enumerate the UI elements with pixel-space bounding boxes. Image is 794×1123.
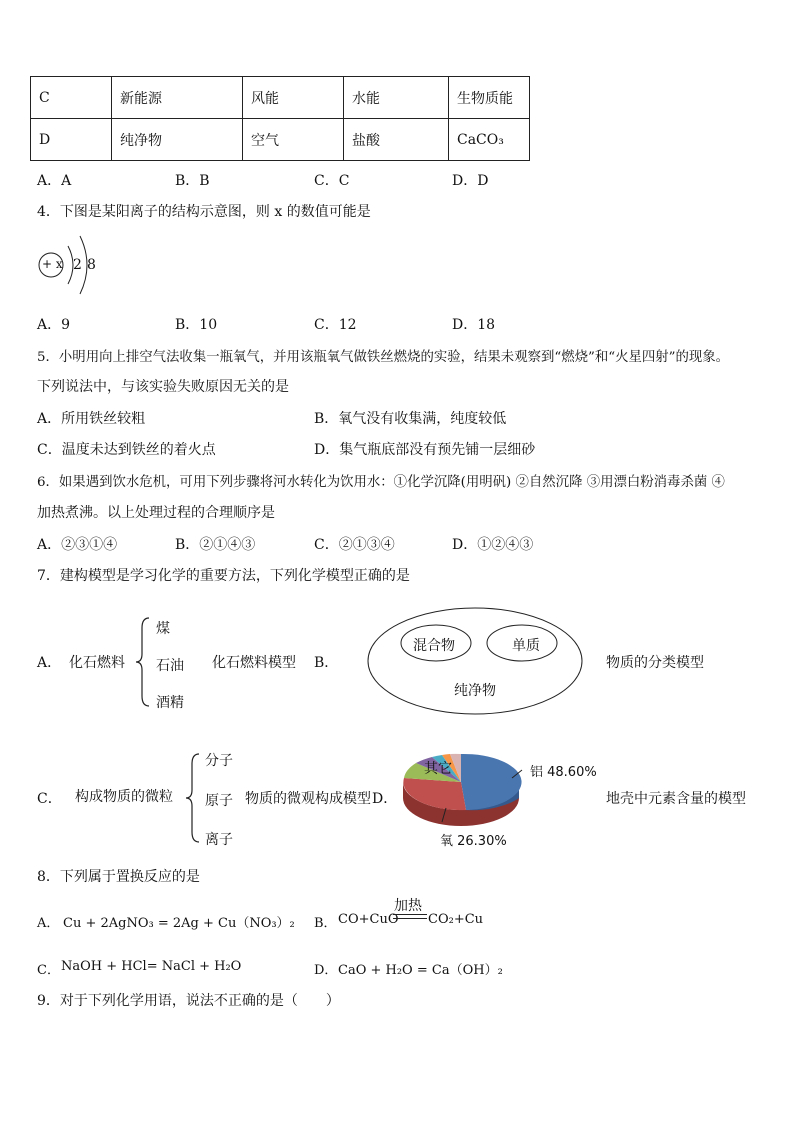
q6-stem-line2: 加热煮沸。以上处理过程的合理顺序是	[37, 505, 275, 521]
q3-option-c: C．C	[314, 173, 350, 189]
mixture-label: 混合物	[413, 638, 455, 654]
q5-option-d: D．集气瓶底部没有预先铺一层细砂	[314, 442, 536, 458]
table-cell: 盐酸	[344, 119, 449, 161]
fossil-fuel-item: 石油	[156, 658, 184, 674]
table-cell: 纯净物	[112, 119, 243, 161]
q8-option-d-label: D．	[314, 963, 338, 978]
q8-option-b-right: CO₂+Cu	[428, 912, 484, 927]
brace-c	[184, 752, 204, 844]
q4-option-d: D．18	[452, 317, 496, 333]
q7-c-label: C．	[37, 791, 62, 807]
q6-option-d: D．①②④③	[452, 537, 534, 553]
table-cell: 新能源	[112, 77, 243, 119]
q7-stem: 7．建构模型是学习化学的重要方法，下列化学模型正确的是	[37, 568, 410, 584]
particle-item: 离子	[205, 832, 233, 848]
nucleus-label: + x	[42, 257, 63, 271]
table-row	[31, 119, 530, 161]
q5-option-b: B．氧气没有收集满，纯度较低	[314, 411, 507, 427]
particle-item: 分子	[205, 753, 233, 769]
particle-item: 原子	[205, 793, 233, 809]
particles-root: 构成物质的微粒	[75, 789, 173, 805]
q4-option-b: B．10	[175, 317, 218, 333]
pure-substance-label: 纯净物	[454, 683, 496, 699]
q4-option-a: A．9	[37, 317, 71, 333]
brace-a	[134, 616, 154, 708]
q7-b-caption: 物质的分类模型	[606, 655, 704, 671]
q6-option-a: A．②③①④	[37, 537, 118, 553]
pie-label-al: 铝 48.60%	[530, 765, 597, 780]
q7-b-label: B．	[314, 655, 339, 671]
q5-option-a: A．所用铁丝较粗	[37, 411, 146, 427]
crust-pie-chart	[400, 748, 524, 834]
table-cell: 空气	[243, 119, 344, 161]
q8-option-c-equation: NaOH + HCl= NaCl + H₂O	[61, 959, 242, 974]
table-row	[31, 77, 530, 119]
q3-option-b: B．B	[175, 173, 210, 189]
table-cell: C	[31, 77, 112, 119]
q8-option-d-equation: CaO + H₂O = Ca（OH）₂	[338, 963, 503, 978]
q4-stem: 4．下图是某阳离子的结构示意图，则 x 的数值可能是	[37, 204, 371, 220]
q9-stem: 9．对于下列化学用语，说法不正确的是（ ）	[37, 993, 340, 1009]
pie-label-o: 氧 26.30%	[440, 834, 507, 849]
q8-option-b-left: CO+CuO	[338, 912, 399, 927]
q8-option-b-condition: 加热	[394, 898, 422, 914]
q6-option-c: C．②①③④	[314, 537, 395, 553]
q8-option-a-label: A．	[37, 916, 60, 931]
equals-sign	[393, 914, 427, 919]
q7-a-label: A．	[37, 655, 62, 671]
q5-stem-line1: 5．小明用向上排空气法收集一瓶氧气，并用该瓶氧气做铁丝燃烧的实验，结果未观察到“燃烧”和“火星四射”的现象。	[37, 350, 730, 365]
table-cell: 风能	[243, 77, 344, 119]
table-cell: CaCO₃	[449, 119, 530, 161]
table-cell: D	[31, 119, 112, 161]
q6-option-b: B．②①④③	[175, 537, 256, 553]
fossil-fuel-root: 化石燃料	[69, 655, 125, 671]
q8-stem: 8．下列属于置换反应的是	[37, 869, 200, 885]
q8-option-c-label: C．	[37, 963, 60, 978]
q7-c-caption: 物质的微观构成模型	[245, 791, 371, 807]
q4-option-c: C．12	[314, 317, 357, 333]
q5-option-c: C．温度未达到铁丝的着火点	[37, 442, 216, 458]
table-cell: 水能	[344, 77, 449, 119]
shell-electrons-2: 8	[87, 257, 96, 273]
classification-table	[30, 76, 530, 161]
q5-stem-line2: 下列说法中，与该实验失败原因无关的是	[37, 379, 289, 395]
q7-d-label: D．	[372, 791, 398, 807]
fossil-fuel-item: 酒精	[156, 695, 184, 711]
q8-option-a-equation: Cu + 2AgNO₃ = 2Ag + Cu（NO₃）₂	[63, 916, 295, 931]
q7-a-caption: 化石燃料模型	[212, 655, 296, 671]
element-label: 单质	[512, 638, 540, 654]
q3-option-a: A．A	[37, 173, 72, 189]
shell-electrons-1: 2	[73, 257, 82, 273]
q6-stem-line1: 6．如果遇到饮水危机，可用下列步骤将河水转化为饮用水：①化学沉降(用明矾) ②自然沉降 ③用漂白粉消毒杀菌 ④	[37, 475, 725, 490]
q3-option-d: D．D	[452, 173, 489, 189]
q7-d-caption: 地壳中元素含量的模型	[606, 791, 746, 807]
pie-label-other: 其它	[424, 761, 452, 777]
fossil-fuel-item: 煤	[156, 621, 170, 637]
q8-option-b-label: B．	[314, 916, 337, 931]
table-cell: 生物质能	[449, 77, 530, 119]
